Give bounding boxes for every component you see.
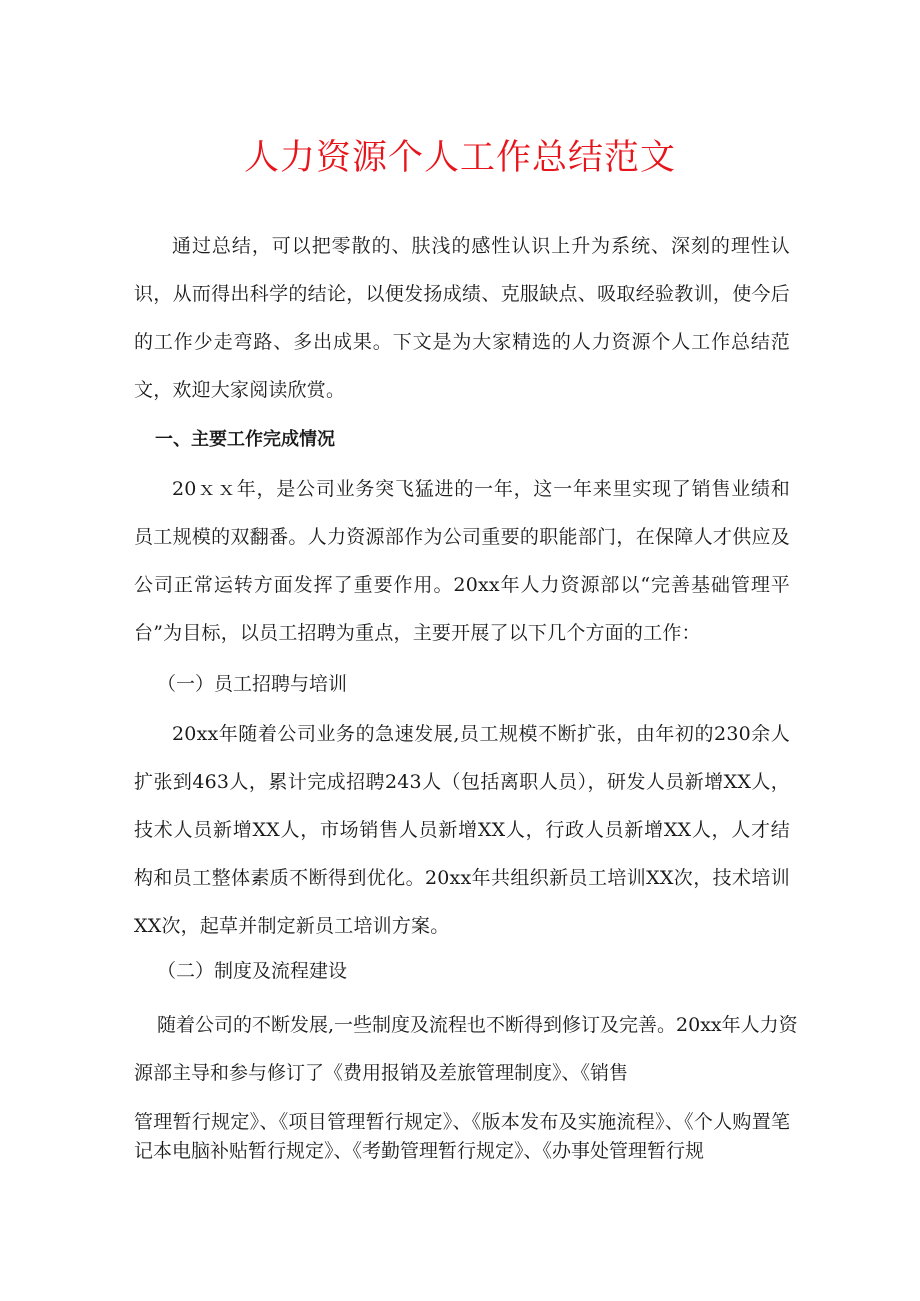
subsection-heading-recruitment: （一）员工招聘与培训 [157, 673, 348, 695]
document-title: 人力资源个人工作总结范文 [243, 138, 676, 178]
subsection-heading-policy: （二）制度及流程建设 [157, 960, 348, 982]
section-heading-main-work: 一、主要工作完成情况 [155, 429, 335, 450]
policy-line-3: 管理暂行规定》、《项目管理暂行规定》、《版本发布及实施流程》、《个人购置笔记本电脑补贴暂行规定》、《考勤管理暂行规定》、《办事处管理暂行规 [134, 1111, 790, 1162]
intro-paragraph: 通过总结，可以把零散的、肤浅的感性认识上升为系统、深刻的理性认识，从而得出科学的结论，以便发扬成绩、克服缺点、吸取经验教训，使今后的工作少走弯路、多出成果。下文是为大家精选的人力资源个人工作总结范文，欢迎大家阅读欣赏。 [134, 235, 790, 401]
policy-line-2: 源部主导和参与修订了《费用报销及差旅管理制度》、《销售 [134, 1062, 629, 1084]
policy-line-1: 随着公司的不断发展,一些制度及流程也不断得到修订及完善。20xx年人力资 [157, 1014, 798, 1036]
subsection-paragraph-recruitment: 20xx年随着公司业务的急速发展,员工规模不断扩张，由年初的230余人扩张到463人，累计完成招聘243人（包括离职人员），研发人员新增XX人，技术人员新增XX人，市场销售人员新增XX人，行政人员新增XX人，人才结构和员工整体素质不断得到优化。20xx年共组织新员工培训XX次，技术培训XX次，起草并制定新员工培训方案。 [134, 723, 790, 937]
section-paragraph-main-work: 20ｘｘ年，是公司业务突飞猛进的一年，这一年来里实现了销售业绩和员工规模的双翻番。人力资源部作为公司重要的职能部门，在保障人才供应及公司正常运转方面发挥了重要作用。20xx年人力资源部以“完善基础管理平台”为目标，以员工招聘为重点，主要开展了以下几个方面的工作： [134, 478, 790, 644]
